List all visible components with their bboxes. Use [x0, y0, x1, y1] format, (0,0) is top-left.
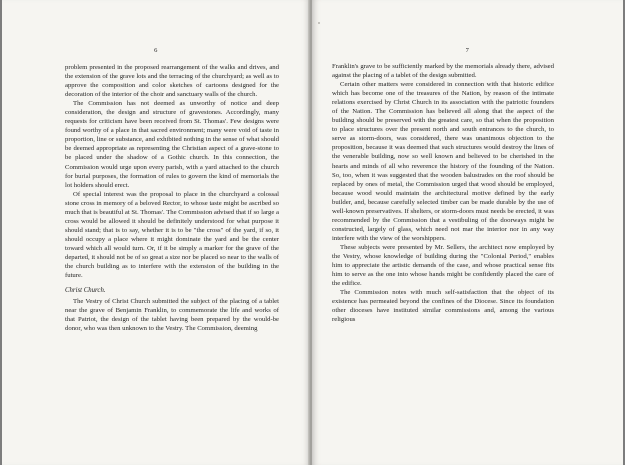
page-number: 7: [465, 47, 470, 54]
page-body: [65, 63, 279, 333]
page-body: [332, 62, 554, 324]
paragraph: Franklin's grave to be sufficiently marked by the memorials already there, advised against the placing of a tablet of the design submitted.: [332, 63, 554, 80]
paper-speck: [318, 22, 320, 24]
page-number: 6: [154, 47, 158, 54]
paragraph: The Commission has not deemed as unworthy of notice and deep consideration, the design and structure of gravestones. Accordingly, many requests for criticism have been received from St. Thomas'. Few designs were found worthy of a place in that sacred environment; many were void of taste in proportion, line or substance, and exhibited nothing in the sense of what should be deemed appropriate as representing the Christian aspect of a grave-stone to be placed under the shadow of a Gothic church. In this connection, the Commission would urge upon every parish, with a yard attached to the church for burial purposes, the formation of rules to govern the kind of memorials the lot holders should erect.: [65, 100, 279, 189]
paragraph: The Vestry of Christ Church submitted the subject of the placing of a tablet near the grave of Benjamin Franklin, to commemorate the life and works of that Patriot, the design of the tablet having been prepared by the would-be donor, who was then unknown to the Vestry. The Commission, deeming: [65, 298, 279, 333]
right-page: [312, 0, 623, 465]
paragraph: The Commission notes with much self-satisfaction that the object of its existence has permeated beyond the confines of the Diocese. Since its foundation other dioceses have instituted similar commissions and, among the various religious: [332, 289, 554, 324]
left-page: [2, 0, 310, 465]
paragraph: Certain other matters were considered in connection with that historic edifice which has become one of the treasures of the Nation, by reason of the intimate relations exercised by Christ Church in its association with the patriotic founders of the Nation. The Commission has believed all along that the aspect of the building should be preserved with the greatest care, so that when the proposition to place structures over the present north and south entrances to the church, to serve as storm-doors, was considered, there was unanimous objection to the proposition, because it was deemed that such structures would destroy the lines of the venerable building, now so well known and believed to be cherished in the hearts and minds of all who reverence the history of the founding of the Nation. So, too, when it was suggested that the wooden balustrades on the roof should be replaced by ones of metal, the Commission urged that wood should be employed, because wood would maintain the architectural motive defined by the early builder, and, because carefully selected timber can be made durable by the use of well-known preservatives. If shelters, or storm-doors must needs be erected, it was recommended by the Commission that a vestibuling of the doorways might be constructed, largely of glass, which need not mar the interior nor in any way interfere with the view of the worshippers.: [332, 81, 554, 242]
paragraph: Of special interest was the proposal to place in the churchyard a colossal stone cross in memory of a beloved Rector, to whose taste might be ascribed so much that is beautiful at St. Thomas'. The Commission advised that if so large a cross would be allowed it should be definitely understood for what purpose it should stand; that is to say, whether it is to be "the cross" of the yard, if so, it should occupy a place where it might dominate the yard and be the center toward which all would turn. Or, if it be simply a marker for the grave of the departed, it should not be of so great a size nor be placed so near to the walls of the church building as to interfere with the extension of the building in the future.: [65, 190, 279, 280]
section-heading: Christ Church.: [65, 287, 106, 295]
paragraph: These subjects were presented by Mr. Sellers, the architect now employed by the Vestry, whose knowledge of building during the "Colonial Period," enables him to appreciate the artistic demands of the case, and whose practical sense fits him to serve as the one into whose hands might be confidently placed the care of the edifice.: [332, 243, 554, 288]
paragraph: problem presented in the proposed rearrangement of the walks and drives, and the extension of the grave lots and the terracing of the churchyard; as well as to approve the composition and color sketches of cartoons designed for the decoration of the interior of the choir and sanctuary walls of the church.: [65, 64, 279, 99]
